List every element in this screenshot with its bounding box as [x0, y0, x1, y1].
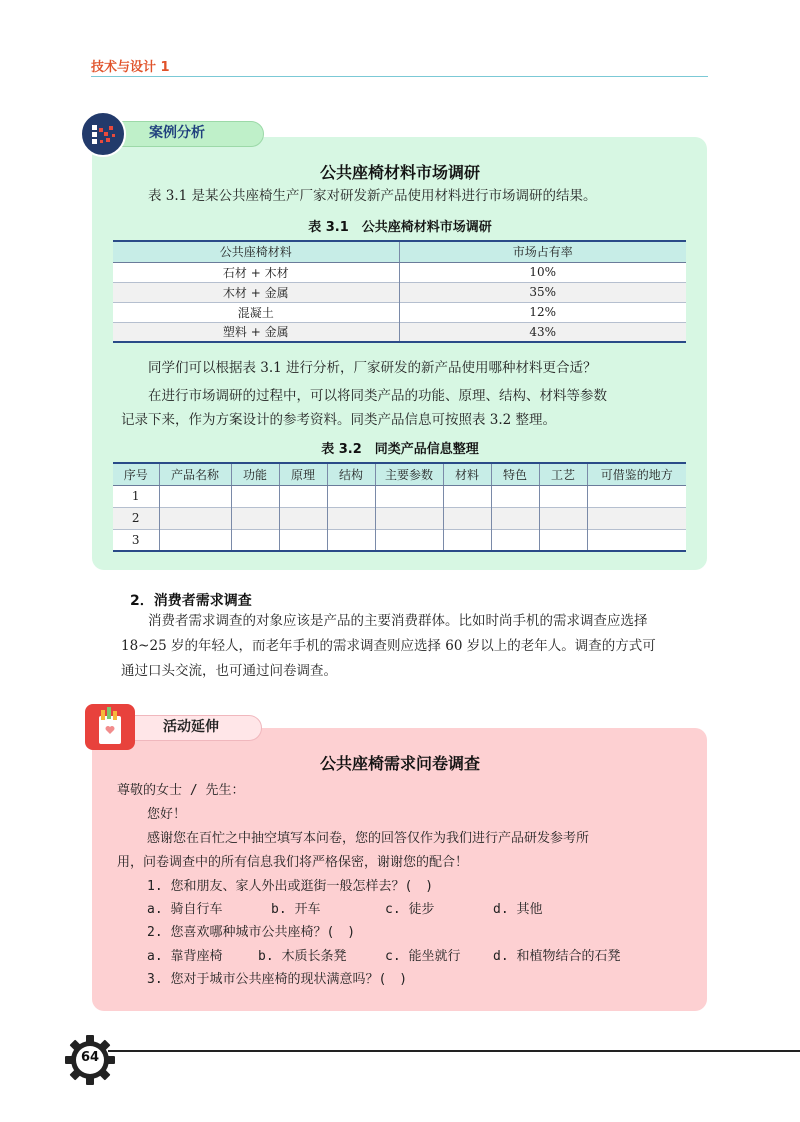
option: c. 徒步: [385, 902, 435, 917]
empty-cell: [587, 507, 686, 529]
empty-cell: [327, 485, 375, 507]
table2-header: 原理: [279, 463, 327, 485]
empty-cell: [443, 485, 491, 507]
empty-cell: [159, 485, 231, 507]
option: d. 和植物结合的石凳: [493, 949, 621, 964]
question-3: 3. 您对于城市公共座椅的现状满意吗？( ): [147, 972, 408, 987]
empty-cell: [327, 529, 375, 551]
empty-cell: [443, 529, 491, 551]
case-intro: 表 3.1 是某公共座椅生产厂家对研发新产品使用材料进行市场调研的结果。: [148, 188, 597, 204]
question-1: 1. 您和朋友、家人外出或逛街一般怎样去？( ): [147, 879, 434, 894]
survey-thanks-line2: 用，问卷调查中的所有信息我们将严格保密，谢谢您的配合！: [117, 855, 469, 870]
table-row: [113, 302, 686, 322]
empty-cell: [539, 485, 587, 507]
empty-cell: [491, 485, 539, 507]
row-number-cell: 1: [113, 485, 159, 507]
case-paragraph-3-line2: 记录下来，作为方案设计的参考资料。同类产品信息可按照表 3.2 整理。: [121, 412, 557, 428]
page-number: 64: [80, 1050, 100, 1065]
table-row: [113, 507, 686, 529]
share-cell: 10%: [399, 262, 686, 282]
case-paragraph-2: 同学们可以根据表 3.1 进行分析，厂家研发的新产品使用哪种材料更合适？: [148, 360, 597, 376]
option: a. 靠背座椅: [147, 949, 223, 964]
running-header: 技术与设计 1: [91, 60, 170, 75]
case-analysis-icon: [80, 111, 126, 157]
share-cell: 43%: [399, 322, 686, 342]
activity-extension-tag: 活动延伸: [98, 715, 262, 741]
section2-line2: 18~25 岁的年轻人，而老年手机的需求调查则应选择 60 岁以上的老年人。调查的方式可: [121, 638, 656, 654]
empty-cell: [375, 529, 443, 551]
table-row: [113, 262, 686, 282]
option: a. 骑自行车: [147, 902, 223, 917]
material-cell: 木材 + 金属: [113, 282, 399, 302]
case-title: 公共座椅材料市场调研: [319, 163, 480, 182]
table2-header: 材料: [443, 463, 491, 485]
table2-header: 产品名称: [159, 463, 231, 485]
table-row: [113, 529, 686, 551]
table-row: [113, 485, 686, 507]
section2-line3: 通过口头交流，也可通过问卷调查。: [121, 663, 337, 679]
material-cell: 塑料 + 金属: [113, 322, 399, 342]
material-market-table: [113, 240, 686, 343]
table2-header: 序号: [113, 463, 159, 485]
table2-header: 可借鉴的地方: [587, 463, 686, 485]
question-2: 2. 您喜欢哪种城市公共座椅？( ): [147, 925, 356, 940]
option: b. 开车: [271, 902, 321, 917]
empty-cell: [587, 529, 686, 551]
material-cell: 石材 + 木材: [113, 262, 399, 282]
empty-cell: [375, 507, 443, 529]
section-heading: 2．消费者需求调查: [130, 593, 252, 609]
material-cell: 混凝土: [113, 302, 399, 322]
table2-header: 工艺: [539, 463, 587, 485]
product-info-table: [113, 462, 686, 552]
empty-cell: [231, 507, 279, 529]
table2-header: 特色: [491, 463, 539, 485]
share-cell: 12%: [399, 302, 686, 322]
empty-cell: [231, 485, 279, 507]
table1-header: 市场占有率: [399, 241, 686, 262]
table1-header: 公共座椅材料: [113, 241, 399, 262]
case-paragraph-3-line1: 在进行市场调研的过程中，可以将同类产品的功能、原理、结构、材料等参数: [148, 388, 607, 404]
table-row: [113, 282, 686, 302]
table-row: [113, 322, 686, 342]
row-number-cell: 2: [113, 507, 159, 529]
option: b. 木质长条凳: [258, 949, 347, 964]
footer-rule: [108, 1050, 800, 1052]
row-number-cell: 3: [113, 529, 159, 551]
table1-caption: 表 3.1 公共座椅材料市场调研: [308, 220, 492, 235]
empty-cell: [539, 507, 587, 529]
table2-caption: 表 3.2 同类产品信息整理: [321, 442, 479, 457]
empty-cell: [539, 529, 587, 551]
empty-cell: [159, 507, 231, 529]
table2-header: 结构: [327, 463, 375, 485]
empty-cell: [279, 485, 327, 507]
table2-header: 主要参数: [375, 463, 443, 485]
activity-title: 公共座椅需求问卷调查: [319, 754, 480, 773]
header-rule: [91, 76, 708, 77]
empty-cell: [231, 529, 279, 551]
empty-cell: [279, 529, 327, 551]
empty-cell: [443, 507, 491, 529]
empty-cell: [159, 529, 231, 551]
option: d. 其他: [493, 902, 543, 917]
survey-hello: 您好！: [147, 807, 187, 822]
empty-cell: [327, 507, 375, 529]
empty-cell: [587, 485, 686, 507]
empty-cell: [375, 485, 443, 507]
option: c. 能坐就行: [385, 949, 461, 964]
empty-cell: [279, 507, 327, 529]
table2-header: 功能: [231, 463, 279, 485]
case-analysis-tag: 案例分析: [96, 121, 264, 147]
empty-cell: [491, 507, 539, 529]
survey-greeting: 尊敬的女士 / 先生：: [117, 783, 245, 798]
survey-thanks-line1: 感谢您在百忙之中抽空填写本问卷，您的回答仅作为我们进行产品研发参考所: [147, 831, 590, 846]
empty-cell: [491, 529, 539, 551]
section2-line1: 消费者需求调查的对象应该是产品的主要消费群体。比如时尚手机的需求调查应选择: [148, 613, 648, 629]
activity-bag-icon: [85, 704, 135, 750]
share-cell: 35%: [399, 282, 686, 302]
